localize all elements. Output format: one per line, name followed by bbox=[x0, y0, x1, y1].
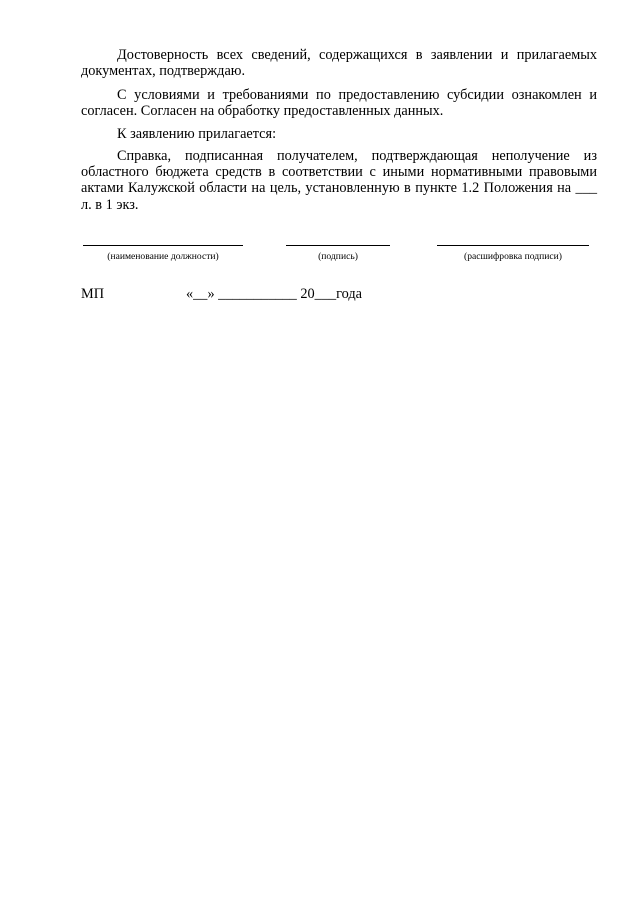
decoding-signature-line bbox=[437, 245, 589, 246]
decoding-label: (расшифровка подписи) bbox=[464, 251, 562, 262]
position-signature-line bbox=[83, 245, 243, 246]
confirmation-paragraph: Достоверность всех сведений, содержащихся в заявлении и прилагаемых документах, подтверждаю. bbox=[81, 47, 597, 80]
consent-paragraph: С условиями и требованиями по предоставлению субсидии ознакомлен и согласен. Согласен на обработку предоставленных данных. bbox=[81, 87, 597, 120]
date-field: «__» ___________ 20___года bbox=[186, 286, 362, 302]
position-label: (наименование должности) bbox=[107, 251, 219, 262]
stamp-place-label: МП bbox=[81, 286, 105, 302]
attachments-heading: К заявлению прилагается: bbox=[117, 126, 277, 142]
signature-line bbox=[286, 245, 390, 246]
signature-label: (подпись) bbox=[318, 251, 358, 262]
attachment-item: Справка, подписанная получателем, подтверждающая неполучение из областного бюджета средств в соответствии с иными нормативными правовыми актами Калужской области на цель, установленную в пункте 1.2 Положения на ___ л. в 1 экз. bbox=[81, 148, 597, 213]
